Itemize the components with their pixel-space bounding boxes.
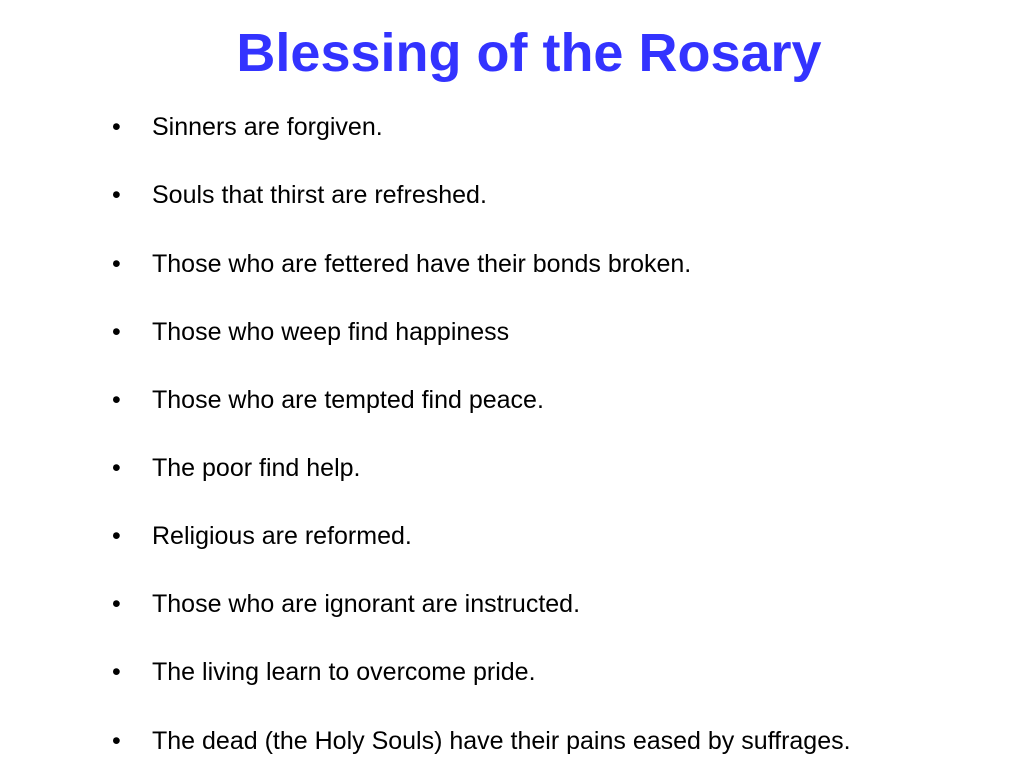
bullet-item	[0, 312, 1000, 352]
bullet-item	[0, 448, 1000, 488]
bullet-item	[0, 380, 1000, 420]
bullet-text: Those who are tempted find peace.	[152, 386, 544, 414]
bullet-icon: •	[112, 454, 121, 482]
bullet-item	[0, 244, 1000, 284]
bullet-icon: •	[112, 590, 121, 618]
bullet-item	[0, 721, 1000, 761]
bullet-icon: •	[112, 113, 121, 141]
bullet-icon: •	[112, 318, 121, 346]
bullet-item	[0, 652, 1000, 692]
bullet-item	[0, 175, 1000, 215]
bullet-icon: •	[112, 522, 121, 550]
slide-title: Blessing of the Rosary	[236, 23, 822, 83]
bullet-text: Sinners are forgiven.	[152, 113, 383, 141]
bullet-icon: •	[112, 386, 121, 414]
bullet-text: Religious are reformed.	[152, 522, 412, 550]
bullet-text: Those who are ignorant are instructed.	[152, 590, 581, 618]
bullet-icon: •	[112, 658, 121, 686]
bullet-item	[0, 516, 1000, 556]
bullet-text: Those who are fettered have their bonds broken.	[152, 250, 692, 278]
bullet-icon: •	[112, 250, 121, 278]
bullet-icon: •	[112, 727, 121, 755]
bullet-icon: •	[112, 181, 121, 209]
bullet-text: Souls that thirst are refreshed.	[152, 181, 487, 209]
bullet-text: The dead (the Holy Souls) have their pains eased by suffrages.	[152, 727, 851, 755]
bullet-item	[0, 584, 1000, 624]
bullet-text: The living learn to overcome pride.	[152, 658, 536, 686]
bullet-text: The poor find help.	[152, 454, 361, 482]
bullet-text: Those who weep find happiness	[152, 318, 510, 346]
bullet-item	[0, 107, 1000, 147]
